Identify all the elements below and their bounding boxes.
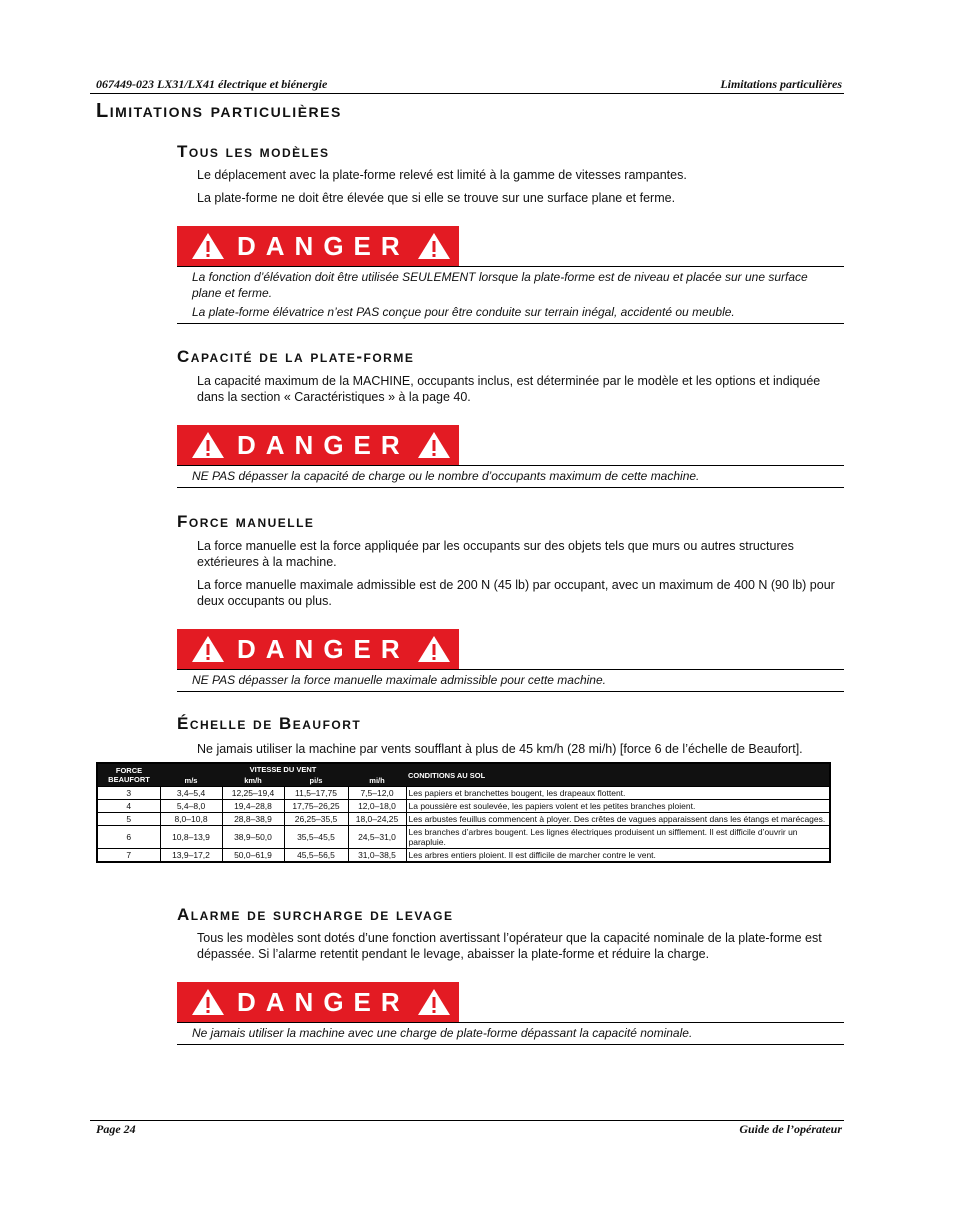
cell-mih: 7,5–12,0 [348,787,406,800]
page-title: Limitations particulières [96,100,342,122]
heading-tous-les-modeles: Tous les modèles [177,142,330,161]
paragraph: Ne jamais utiliser la machine par vents soufflant à plus de 45 km/h (28 mi/h) [force 6 de l’échelle de Beaufort]. [197,742,803,756]
cell-conditions: Les arbustes feuillus commencent à ployer. Des crêtes de vagues apparaissent dans les étangs et marécages. [406,813,830,826]
paragraph: La force manuelle maximale admissible est de 200 N (45 lb) par occupant, avec un maximum de 400 N (90 lb) pour deux occupants ou plus. [197,578,835,608]
warning-triangle-icon [417,431,451,459]
danger-banner [177,982,459,1022]
heading-capacite: Capacité de la plate-forme [177,347,415,366]
cell-pis: 11,5–17,75 [284,787,348,800]
cell-force: 4 [97,800,160,813]
cell-ms: 8,0–10,8 [160,813,222,826]
danger-rule [177,323,844,324]
warning-triangle-icon [191,232,225,260]
cell-kmh: 28,8–38,9 [222,813,284,826]
paragraph: La plate-forme ne doit être élevée que si elle se trouve sur une surface plane et ferme. [197,191,676,205]
warning-triangle-icon [417,232,451,260]
cell-conditions: La poussière est soulevée, les papiers volent et les petites branches ploient. [406,800,830,813]
table-row [97,787,830,800]
cell-kmh: 12,25–19,4 [222,787,284,800]
cell-mih: 24,5–31,0 [348,826,406,849]
cell-force: 5 [97,813,160,826]
cell-mih: 18,0–24,25 [348,813,406,826]
col-header-pis: pi/s [284,775,348,787]
cell-mih: 12,0–18,0 [348,800,406,813]
cell-force: 3 [97,787,160,800]
header-rule [90,93,844,94]
cell-pis: 45,5–56,5 [284,849,348,863]
danger-rule [177,691,844,692]
cell-pis: 17,75–26,25 [284,800,348,813]
danger-word: DANGER [237,430,410,460]
footer-guide: Guide de l’opérateur [739,1122,842,1136]
danger-word: DANGER [237,634,410,664]
danger-banner [177,629,459,669]
warning-triangle-icon [417,635,451,663]
table-row [97,826,830,849]
cell-kmh: 50,0–61,9 [222,849,284,863]
heading-echelle-beaufort: Échelle de Beaufort [177,714,362,733]
danger-rule [177,487,844,488]
cell-conditions: Les branches d’arbres bougent. Les lignes électriques produisent un sifflement. Il est difficile d’ouvrir un parapluie. [406,826,830,849]
danger-text: Ne jamais utiliser la machine avec une charge de plate-forme dépassant la capacité nominale. [192,1026,693,1040]
cell-ms: 5,4–8,0 [160,800,222,813]
cell-ms: 13,9–17,2 [160,849,222,863]
heading-force-manuelle: Force manuelle [177,512,315,531]
cell-pis: 35,5–45,5 [284,826,348,849]
cell-kmh: 38,9–50,0 [222,826,284,849]
paragraph: La force manuelle est la force appliquée par les occupants sur des objets tels que murs ou autres structures extérieures à la machine. [197,539,794,569]
danger-word: DANGER [237,987,410,1017]
danger-rule [177,465,844,466]
col-header-conditions: CONDITIONS AU SOL [406,763,830,787]
header-doc-id: 067449-023 LX31/LX41 électrique et biénergie [96,77,328,91]
warning-triangle-icon [417,988,451,1016]
cell-conditions: Les papiers et branchettes bougent, les drapeaux flottent. [406,787,830,800]
table-row [97,800,830,813]
danger-rule [177,669,844,670]
col-header-force: FORCE BEAUFORT [97,763,160,787]
col-header-kmh: km/h [222,775,284,787]
footer-rule [90,1120,844,1121]
col-header-vitesse: VITESSE DU VENT [160,763,406,775]
danger-word: DANGER [237,231,410,261]
warning-triangle-icon [191,988,225,1016]
paragraph: Le déplacement avec la plate-forme relevé est limité à la gamme de vitesses rampantes. [197,168,687,182]
col-header-ms: m/s [160,775,222,787]
danger-text: NE PAS dépasser la force manuelle maximale admissible pour cette machine. [192,673,606,687]
warning-triangle-icon [191,431,225,459]
cell-force: 6 [97,826,160,849]
page-number: Page 24 [96,1122,136,1136]
danger-banner [177,226,459,266]
cell-force: 7 [97,849,160,863]
cell-conditions: Les arbres entiers ploient. Il est difficile de marcher contre le vent. [406,849,830,863]
danger-text: NE PAS dépasser la capacité de charge ou le nombre d’occupants maximum de cette machine. [192,469,700,483]
danger-rule [177,1044,844,1045]
cell-pis: 26,25–35,5 [284,813,348,826]
header-section: Limitations particulières [720,77,842,91]
heading-alarme-surcharge: Alarme de surcharge de levage [177,905,454,924]
cell-ms: 3,4–5,4 [160,787,222,800]
paragraph: Tous les modèles sont dotés d’une fonction avertissant l’opérateur que la capacité nominale de la plate-forme est dépassée. Si l’alarme retentit pendant le levage, abaisser la plate-forme et réduire la charge. [197,931,822,961]
cell-mih: 31,0–38,5 [348,849,406,863]
col-header-mih: mi/h [348,775,406,787]
beaufort-table [96,762,831,863]
cell-ms: 10,8–13,9 [160,826,222,849]
danger-rule [177,1022,844,1023]
table-row [97,813,830,826]
warning-triangle-icon [191,635,225,663]
danger-text: La plate-forme élévatrice n’est PAS conçue pour être conduite sur terrain inégal, accidenté ou meuble. [192,305,735,319]
cell-kmh: 19,4–28,8 [222,800,284,813]
danger-rule [177,266,844,267]
danger-text: La fonction d’élévation doit être utilisée SEULEMENT lorsque la plate-forme est de niveau et placée sur une surface plane et ferme. [192,270,808,300]
paragraph: La capacité maximum de la MACHINE, occupants inclus, est déterminée par le modèle et les options et indiquée dans la section « Caractéristiques » à la page 40. [197,374,821,404]
danger-banner [177,425,459,465]
table-row [97,849,830,863]
